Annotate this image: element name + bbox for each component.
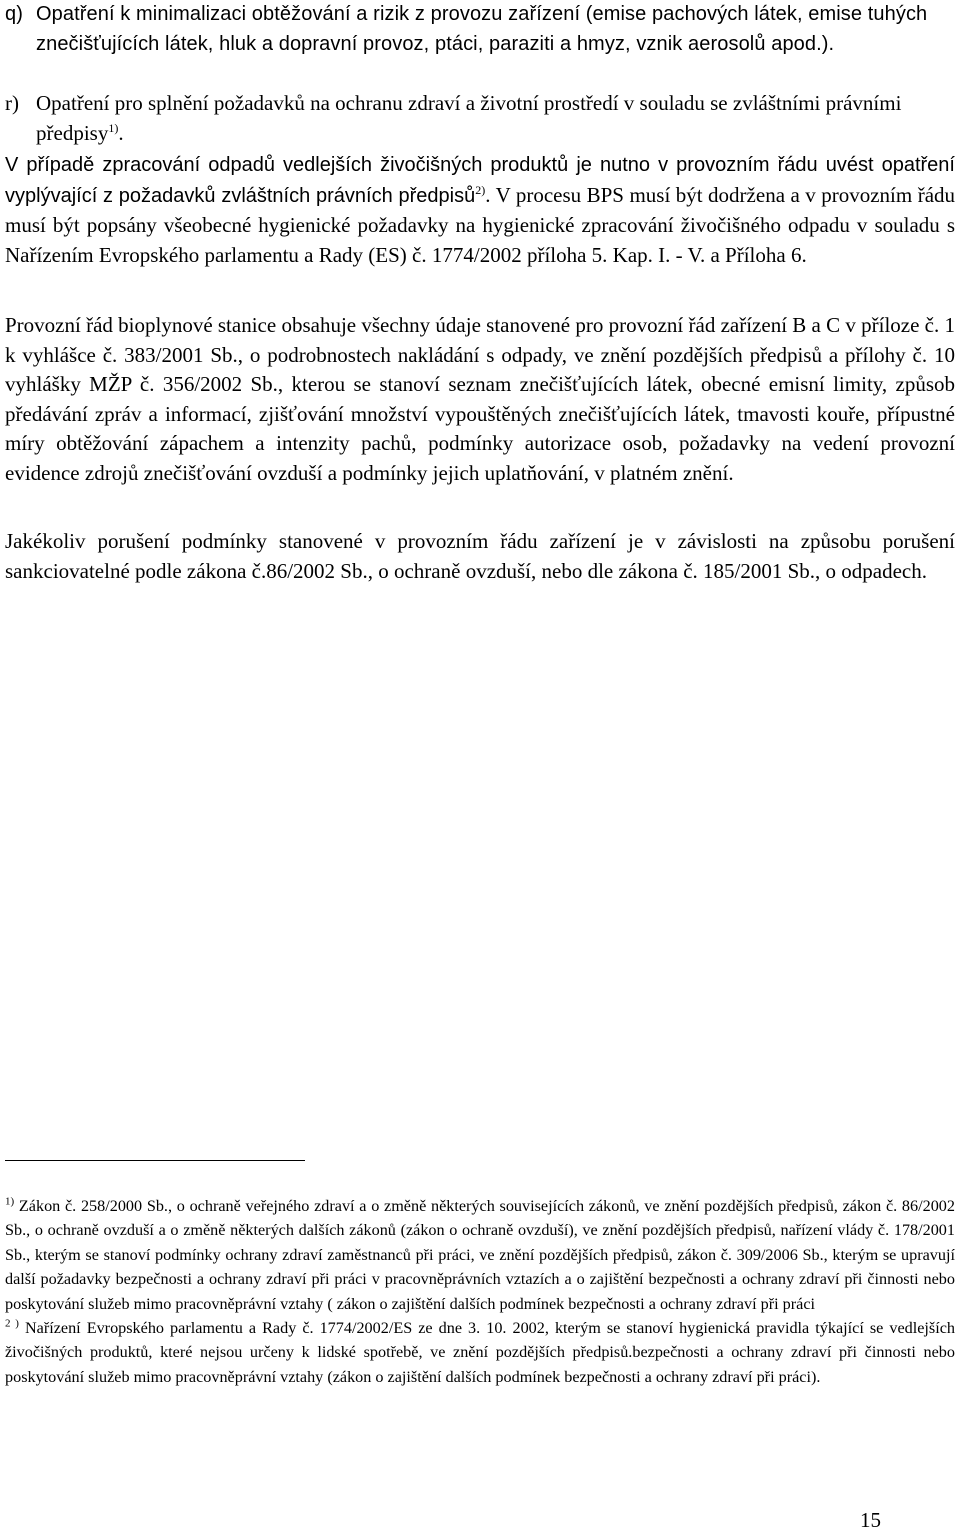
footnote-ref-2: 2) bbox=[475, 182, 486, 197]
footnote-mark: 1) bbox=[5, 1195, 15, 1208]
paragraph-part-serif: . V procesu BPS musí být dodržena a v provozním řádu musí být popsány všeobecné hygienické požadavky na hygienické zpracování živočišného odpadu v souladu s Nařízením Evropského parlamentu a Rady (ES) č. 1774/2002 příloha 5. Kap. I. - V. a Příloha 6. bbox=[5, 182, 956, 267]
footnotes bbox=[5, 1194, 955, 1389]
page-number: 15 bbox=[860, 1508, 881, 1532]
list-item-body: Opatření pro splnění požadavků na ochranu zdraví a životní prostředí v souladu se zvláštními právními předpisy bbox=[36, 91, 902, 145]
footnote-text: Nařízení Evropského parlamentu a Rady č. 1774/2002/ES ze dne 3. 10. 2002, kterým se stanoví hygienická pravidla týkající se vedlejších živočišných produktů, které nejsou určeny k lidské spotřebě, ve znění pozdějších předpisů.bezpečnosti a ochrany zdraví při činnosti nebo poskytování služeb mimo pracovněprávní vztahy (zákon o zajištění dalších podmínek bezpečnosti a ochrany zdraví při práci). bbox=[5, 1319, 955, 1386]
paragraph-poruseni: Jakékoliv porušení podmínky stanovené v provozním řádu zařízení je v závislosti na způsobu porušení sankciovatelné podle zákona č.86/2002 Sb., o ochraně ovzduší, nebo dle zákona č. 185/2001 Sb., o odpadech. bbox=[5, 529, 955, 583]
list-item-r bbox=[5, 89, 955, 148]
paragraph-provozni-rad: Provozní řád bioplynové stanice obsahuje všechny údaje stanovené pro provozní řád zařízení B a C v příloze č. 1 k vyhlášce č. 383/2001 Sb., o podrobnostech nakládání s odpady, ve znění pozdějších předpisů a přílohy č. 10 vyhlášky MŽP č. 356/2002 Sb., kterou se stanoví seznam znečišťujících látek, obecné emisní limity, způsob předávání zpráv a informací, zjišťování množství vypouštěných znečišťujících látek, tmavosti kouře, přípustné míry obtěžování zápachem a intenzity pachů, podmínky autorizace osob, požadavky na vedení provozní evidence zdrojů znečišťování ovzduší a podmínky jejich uplatňování, v platném znění. bbox=[5, 313, 955, 485]
list-item-text: Opatření k minimalizaci obtěžování a rizik z provozu zařízení (emise pachových látek, emise tuhých znečišťujících látek, hluk a dopravní provoz, ptáci, paraziti a hmyz, vznik aerosolů apod.). bbox=[36, 3, 928, 55]
footnote-2 bbox=[5, 1316, 955, 1389]
list-item-q bbox=[5, 0, 955, 59]
footnote-separator bbox=[5, 1160, 305, 1161]
list-item-text bbox=[36, 89, 955, 148]
footnote-1 bbox=[5, 1194, 955, 1316]
footnote-text: Zákon č. 258/2000 Sb., o ochraně veřejného zdraví a o změně některých souvisejících zákonů, ve znění pozdějších předpisů, zákon č. 86/2002 Sb., o ochraně ovzduší a o změně některých dalších zákonů (zákon o ochraně ovzduší), ve znění pozdějších předpisů, nařízení vlády č. 178/2001 Sb., kterým se stanoví podmínky ochrany zdraví zaměstnanců při práci, ve znění pozdějších předpisů, zákon č. 309/2006 Sb., kterým se upravují další požadavky bezpečnosti a ochrany zdraví při práci v pracovněprávních vztazích a o zajištění bezpečnosti a ochrany zdraví při činnosti nebo poskytování služeb mimo pracovněprávní vztahy ( zákon o zajištění dalších podmínek bezpečnosti a ochrany zdraví při práci bbox=[5, 1197, 955, 1313]
footnote-ref-1: 1) bbox=[108, 120, 119, 135]
paragraph-part-sans: V případě zpracování odpadů vedlejších živočišných produktů je nutno v provozním řádu uvést opatření vyplývající z požadavků zvláštních právních předpisů bbox=[5, 154, 955, 207]
footnote-mark: 2 ) bbox=[5, 1317, 19, 1330]
list-marker: q) bbox=[5, 3, 23, 25]
list-item-tail: . bbox=[118, 120, 124, 145]
list-marker: r) bbox=[5, 91, 19, 115]
paragraph-vedlejsi-produkty bbox=[5, 150, 955, 270]
